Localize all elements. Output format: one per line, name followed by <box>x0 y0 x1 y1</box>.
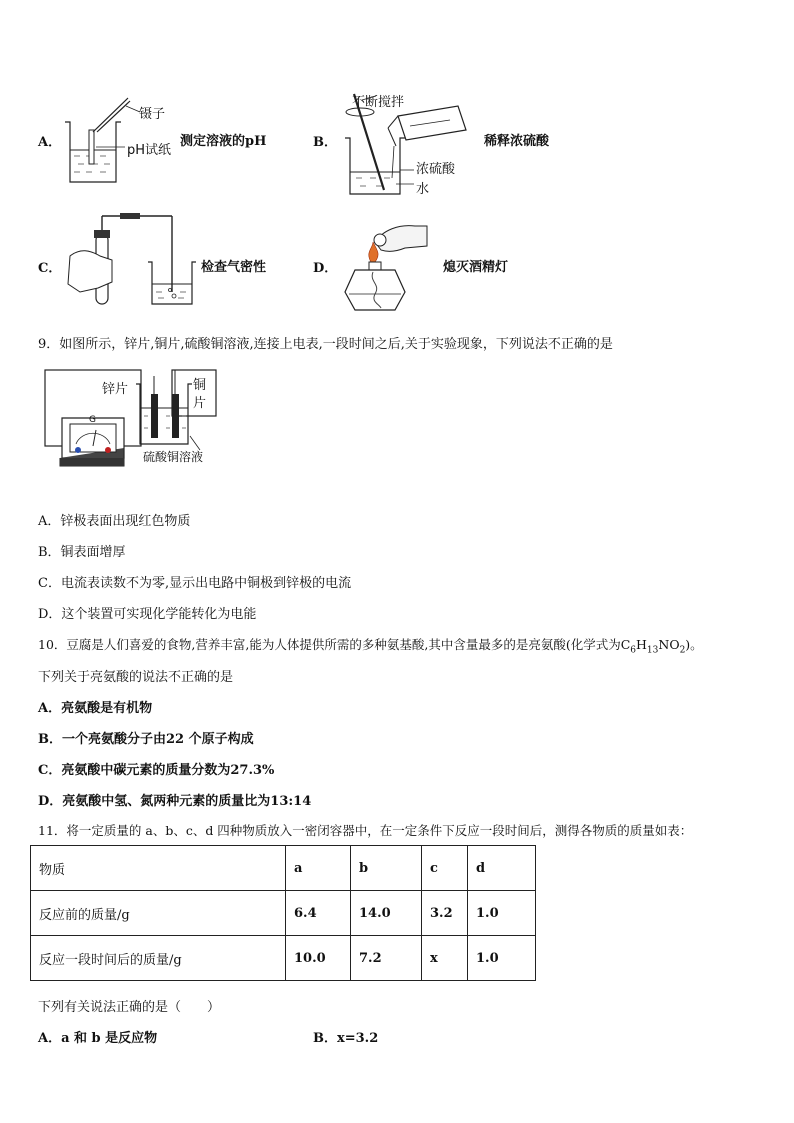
table-cell: x <box>422 936 468 981</box>
table-row <box>31 936 536 981</box>
meter-symbol: G <box>89 415 96 425</box>
table-header-cell: c <box>422 846 468 891</box>
copper-label-1: 铜 <box>193 378 207 393</box>
table-cell: 反应前的质量/g <box>31 891 286 936</box>
formula-sub-c: 6 <box>630 645 637 656</box>
table-cell: 1.0 <box>468 936 536 981</box>
water-label: 水 <box>416 182 430 197</box>
table-cell: 14.0 <box>351 891 422 936</box>
table-header-row <box>31 846 536 891</box>
option-d-letter: D． <box>313 261 338 276</box>
ph-paper-label: pH试纸 <box>127 143 172 158</box>
table-header-cell: 物质 <box>31 846 286 891</box>
q11-question: 下列有关说法正确的是（ ） <box>38 1000 221 1015</box>
table-header-cell: b <box>351 846 422 891</box>
mass-table <box>30 845 536 981</box>
option-c-caption: 检查气密性 <box>201 260 267 275</box>
option-c-letter: C． <box>38 261 62 276</box>
tweezers-label: 镊子 <box>139 107 166 122</box>
zinc-label: 锌片 <box>102 382 129 397</box>
q10-stem-end: )。 <box>685 637 703 652</box>
table-cell: 3.2 <box>422 891 468 936</box>
q9-option-c: C．电流表读数不为零,显示出电路中铜极到锌极的电流 <box>38 576 352 591</box>
formula-sub-h: 13 <box>646 645 659 656</box>
q10-stem-text: 10．豆腐是人们喜爱的食物,营养丰富,能为人体提供所需的多种氨基酸,其中含量最多的是亮氨酸(化学式为C <box>38 637 631 652</box>
option-a-caption: 测定溶液的pH <box>180 134 267 149</box>
q9-option-a: A．锌极表面出现红色物质 <box>38 514 191 529</box>
formula-sub-o: 2 <box>679 645 686 656</box>
conc-acid-label: 浓硫酸 <box>416 162 456 177</box>
table-cell: 1.0 <box>468 891 536 936</box>
table-cell: 6.4 <box>286 891 351 936</box>
q11-option-b: B．x=3.2 <box>313 1031 379 1046</box>
table-header-cell: d <box>468 846 536 891</box>
q10-option-d: D．亮氨酸中氢、氮两种元素的质量比为13:14 <box>38 794 312 809</box>
q10-option-c: C．亮氨酸中碳元素的质量分数为27.3% <box>38 763 275 778</box>
extinguish-lamp-illustration <box>335 212 435 317</box>
table-cell: 10.0 <box>286 936 351 981</box>
q9-option-b: B．铜表面增厚 <box>38 545 126 560</box>
stir-label: 不断搅拌 <box>352 95 405 110</box>
option-b-letter: B． <box>313 135 337 150</box>
table-cell: 7.2 <box>351 936 422 981</box>
table-row <box>31 891 536 936</box>
q9-stem: 9．如图所示，锌片,铜片,硫酸铜溶液,连接上电表,一段时间之后,关于实验现象，下列说法不正确的是 <box>38 337 613 352</box>
q11-stem: 11．将一定质量的 a、b、c、d 四种物质放入一密闭容器中，在一定条件下反应一段时间后，测得各物质的质量如表： <box>38 823 693 838</box>
formula-no: NO <box>658 637 680 652</box>
option-a-letter: A． <box>38 135 62 150</box>
airtightness-illustration <box>60 212 200 307</box>
q9-option-d: D．这个装置可实现化学能转化为电能 <box>38 607 257 622</box>
formula-h: H <box>636 637 647 652</box>
q10-option-a: A．亮氨酸是有机物 <box>38 701 153 716</box>
q10-option-b: B．一个亮氨酸分子由22 个原子构成 <box>38 732 254 747</box>
option-b-caption: 稀释浓硫酸 <box>484 134 550 149</box>
copper-label-2: 片 <box>193 396 207 411</box>
solution-label: 硫酸铜溶液 <box>143 450 204 464</box>
table-cell: 反应一段时间后的质量/g <box>31 936 286 981</box>
option-d-caption: 熄灭酒精灯 <box>443 260 509 275</box>
q10-stem-2: 下列关于亮氨酸的说法不正确的是 <box>38 670 234 685</box>
table-header-cell: a <box>286 846 351 891</box>
q10-stem-1 <box>38 635 703 656</box>
q11-option-a: A．a 和 b 是反应物 <box>38 1031 158 1046</box>
